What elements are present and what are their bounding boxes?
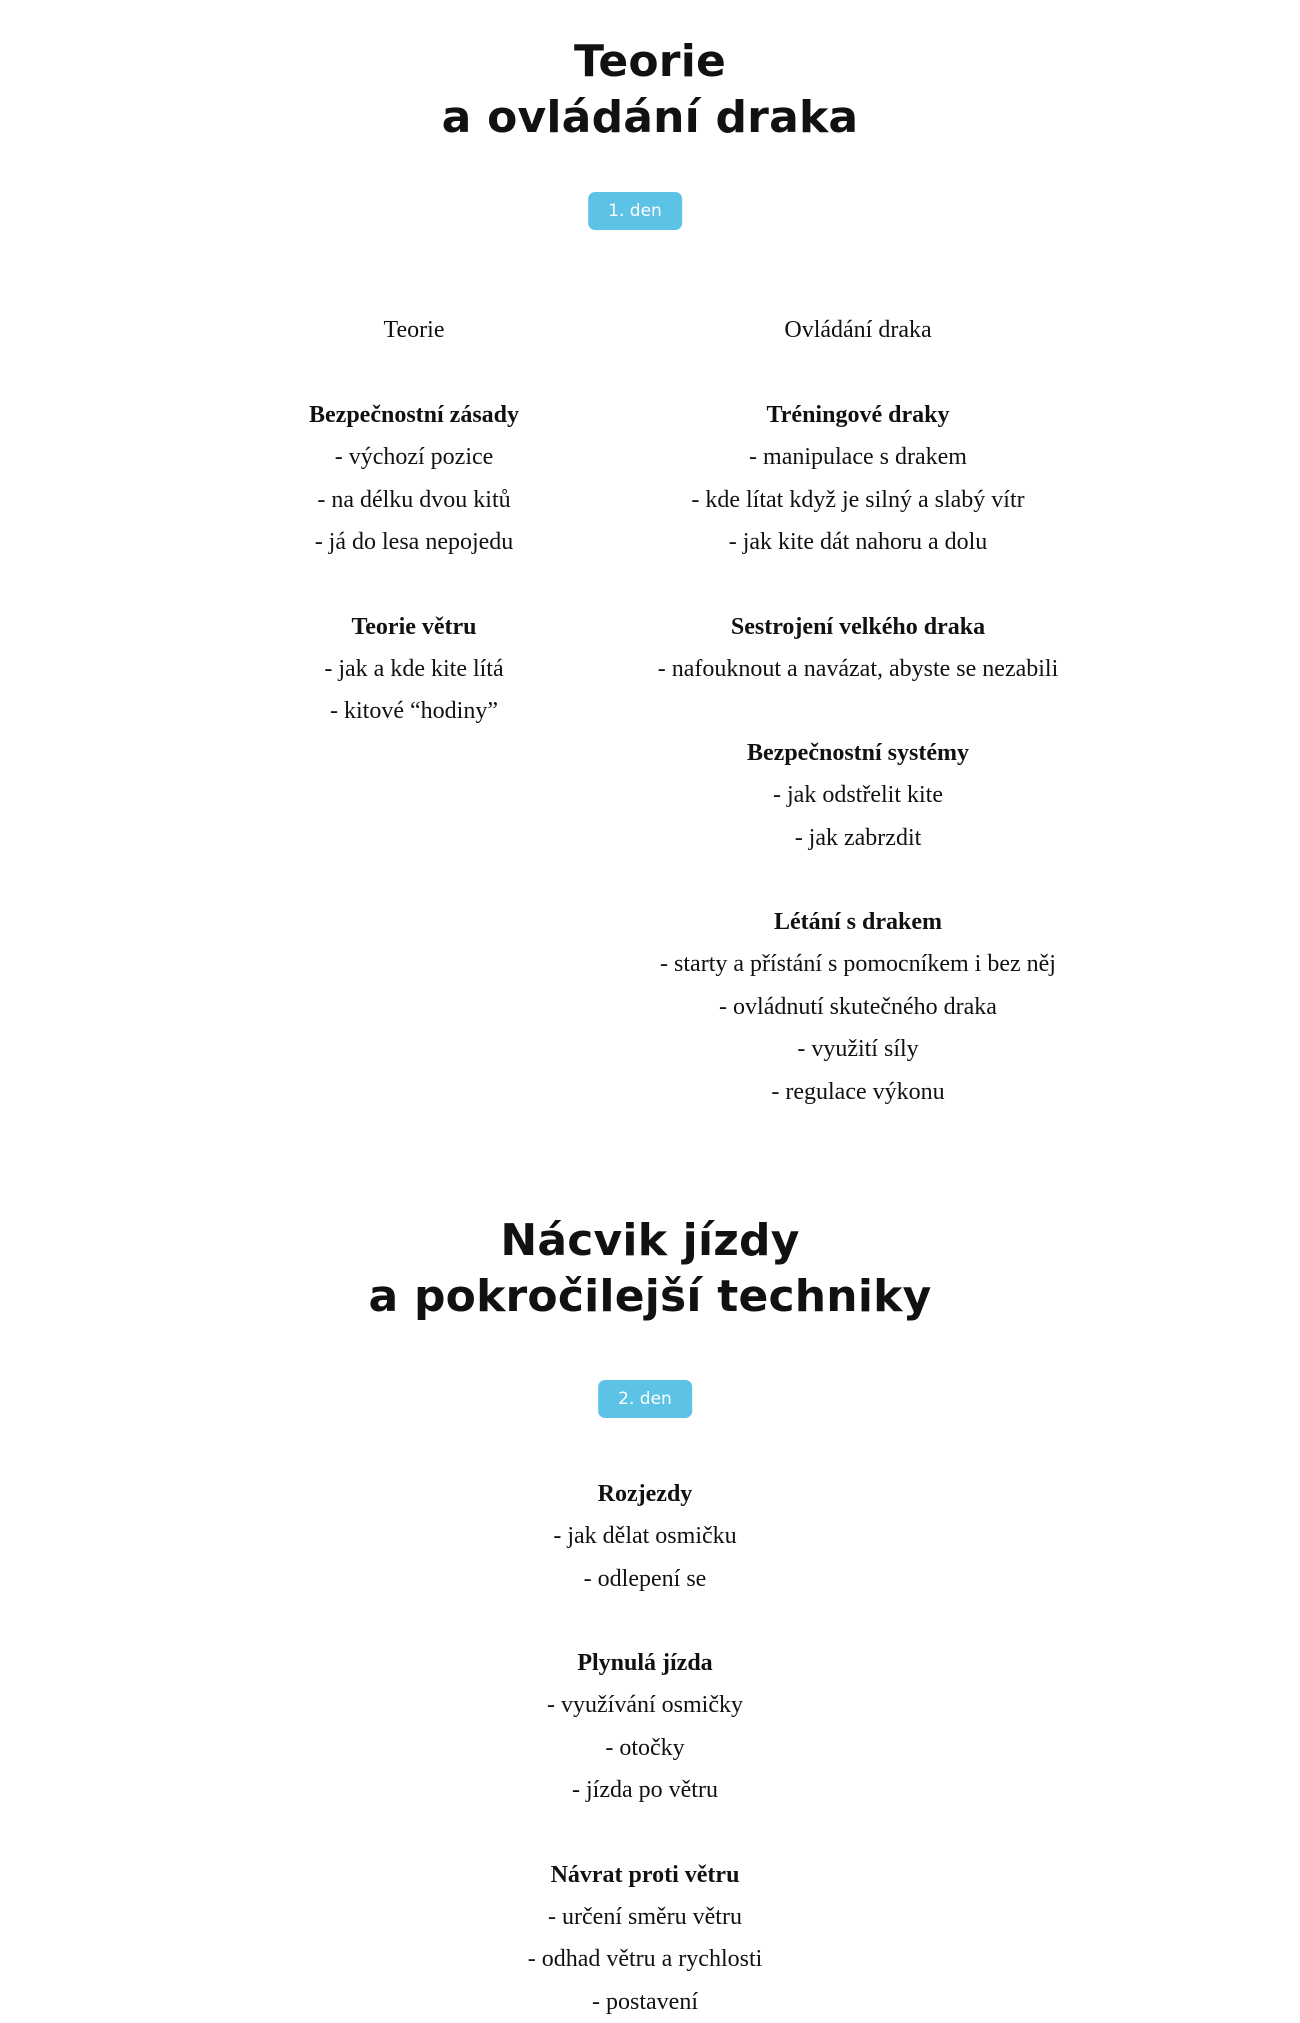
group-title: Plynulá jízda [577,1650,713,1676]
day1-badge: 1. den [588,192,682,230]
group-item: - využívání osmičky [547,1692,743,1718]
group-item: - otočky [605,1734,685,1761]
kite-control-group [658,732,1059,859]
group-title: Bezpečnostní zásady [309,402,519,428]
group-item: - výchozí pozice [334,444,494,470]
day1-title [0,34,1300,146]
riding-group [528,1642,763,1812]
day2-title [0,1213,1300,1325]
group-item: - já do lesa nepojedu [314,529,514,555]
group-item: - kde lítat když je silný a slabý vítr [691,486,1025,513]
group-item: - jak kite dát nahoru a dolu [728,529,988,555]
group-item: - ovládnutí skutečného draka [719,993,997,1020]
group-title: Létání s drakem [774,909,942,935]
kite-control-column [658,394,1059,1155]
group-title: Návrat proti větru [550,1861,740,1888]
group-item: - regulace výkonu [771,1078,945,1105]
group-item: - určení směru větru [548,1903,742,1930]
group-item: - odhad větru a rychlosti [527,1946,763,1972]
group-title: Rozjezdy [597,1481,693,1507]
group-item: - manipulace s drakem [749,444,967,470]
theory-group [309,606,519,733]
day1-title-line1: Teorie [573,36,727,87]
riding-group [528,1473,763,1600]
group-item: - na délku dvou kitů [317,486,511,513]
day1-title-line2: a ovládání draka [441,92,859,143]
group-title: Tréningové draky [766,402,950,428]
group-title: Sestrojení velkého draka [730,613,986,640]
group-title: Bezpečnostní systémy [747,740,969,766]
day2-title-line2: a pokročilejší techniky [368,1271,932,1322]
riding-column [528,1473,763,2023]
kite-control-group [658,901,1059,1113]
group-title: Teorie větru [351,613,477,640]
day2-badge: 2. den [598,1380,692,1418]
theory-column-header: Teorie [383,317,445,343]
group-item: - odlepení se [583,1565,707,1592]
group-item: - jízda po větru [572,1777,718,1803]
group-item: - jak zabrzdit [794,824,922,851]
day2-title-line1: Nácvik jízdy [500,1215,800,1266]
riding-group [528,1854,763,2023]
group-item: - využití síly [797,1036,919,1062]
kite-control-column-header: Ovládání draka [784,317,932,343]
theory-group [309,394,519,564]
theory-column [309,394,519,775]
group-item: - nafouknout a navázat, abyste se nezabili [657,655,1059,682]
group-item: - starty a přístání s pomocníkem i bez něj [660,951,1056,977]
kite-control-group [658,394,1059,564]
kite-control-group [658,606,1059,691]
group-item: - kitové “hodiny” [330,698,498,724]
group-item: - jak dělat osmičku [553,1523,737,1549]
group-item: - jak odstřelit kite [773,782,943,808]
group-item: - postavení [592,1988,698,2015]
group-item: - jak a kde kite lítá [324,655,504,682]
